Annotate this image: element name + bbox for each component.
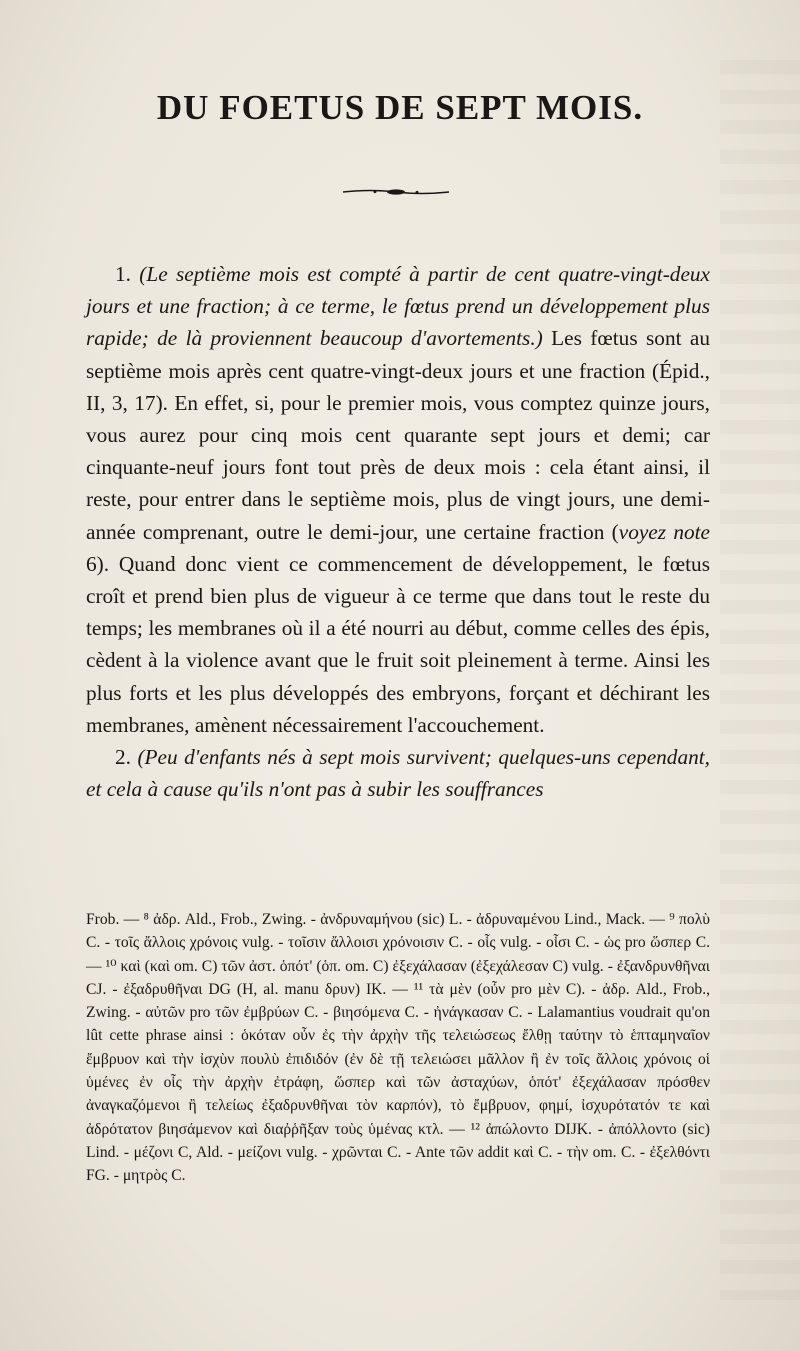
paragraph-summary: (Le septième mois est compté à partir de cent quatre-vingt-deux jours et une fraction; à ce terme, le fœtus prend un développement plus rapide; de là proviennent beaucoup d'avortements.) — [86, 262, 710, 351]
ornament-divider — [341, 186, 451, 198]
paragraph-number: 1. — [115, 262, 131, 286]
page-title: DU FOETUS DE SEPT MOIS. — [156, 88, 644, 127]
paragraph-summary: (Peu d'enfants nés à sept mois survivent; quelques-uns cependant, et cela à cause qu'ils n'ont pas à subir les souffrances — [86, 745, 710, 802]
footnotes — [86, 908, 710, 1188]
paragraph-text: Les fœtus sont au septième mois après cent quatre-vingt-deux jours et une fraction (Épid., II, 3, 17). En effet, si, pour le premier mois, vous comptez quinze jours, vous aurez pour cinq mois cent quarante sept jours et demi; car cinquante-neuf jours font tout près de deux mois : cela étant ainsi, il reste, pour entrer dans le septième mois, plus de vingt jours, une demi-année comprenant, outre le demi-jour, une certaine fraction ( — [86, 326, 711, 544]
footnote-text: Frob. — ⁸ ἀδρ. Ald., Frob., Zwing. - ἀνδρυναμήνου (sic) L. - ἀδρυναμένου Lind., Mack. — ⁹ πολὺ C. - τοῖς ἄλλοις χρόνοις vulg. - τοῖσιν ἄλλοισι χρόνοισιν C. - οἷς vulg. - οἷσι C. - ὡς pro ὥσπερ C. — ¹⁰ καὶ (καὶ om. C) τῶν ἀστ. ὁπότ' (ὁπ. om. C) ἐξεχάλασαν (ἐξεχάλεσαν C) vulg. - ἐξανδρυνθῆναι CJ. - ἐξαδρυθῆναι DG (H, al. manu δρυν) IK. — ¹¹ τὰ μὲν (οὖν pro μὲν C). - ἀδρ. Ald., Frob., Zwing. - αὐτῶν pro τῶν ἐμβρύων C. - βιησόμενα C. - ἠνάγκασαν C. - Lalamantius voudrait qu'on lût cette phrase ainsi : ὁκόταν οὖν ἐς τὴν ἀρχὴν τῆς τελειώσεως ἔλθῃ ταύτην τὸ ἑπταμηναῖον ἔμβρυον καὶ τὴν ἰσχὺν πουλὺ ἐπιδιδόν (ἐν δὲ τῇ τελειώσει μᾶλλον ἢ ἐν τοῖς ἄλλοις χρόνοις οἱ ὑμένες ἐν οἷς τὴν ἀρχὴν ἐτράφη, ὥσπερ καὶ τῶν ἀσταχύων, ὁπότ' ἐξεχάλασαν πρόσθεν ἀναγκαζόμενοι ἢ τελείως ἐξαδρυνθῆναι τὸν καρπόν), τὸ ἔμβρυον, φημί, ἰσχυρότατόν τε καὶ ἀδρότατον βιησάμενον καὶ διαῤῥῆξαν τοὺς ὑμένας κτλ. — ¹² ἀπώλοντο DIJK. - ἀπόλλοντο (sic) Lind. - μέζονι C, Ald. - μείζονι vulg. - χρῶνται C. - Ante τῶν addit καὶ C. - τὴν om. C. - ἐξελθόντι FG. - μητρὸς C. — [86, 911, 710, 1185]
paragraph-number: 2. — [115, 745, 131, 770]
paragraph-text-continued: 6). Quand donc vient ce commencement de développement, le fœtus croît et prend bien plus de vigueur à ce terme que dans tout le reste du temps; les membranes où il a été nourri au début, comme celles des épis, cèdent à la violence avant que le fruit soit pleinement à terme. Ainsi les plus forts et les plus développés des embryons, forçant et déchirant les membranes, amènent nécessairement l'accouchement. — [86, 551, 710, 737]
main-text — [86, 258, 710, 805]
bleed-through-shadow — [720, 60, 800, 1300]
paragraph-2 — [86, 741, 710, 805]
cross-reference: voyez note — [618, 519, 710, 544]
paragraph-1 — [86, 258, 710, 741]
